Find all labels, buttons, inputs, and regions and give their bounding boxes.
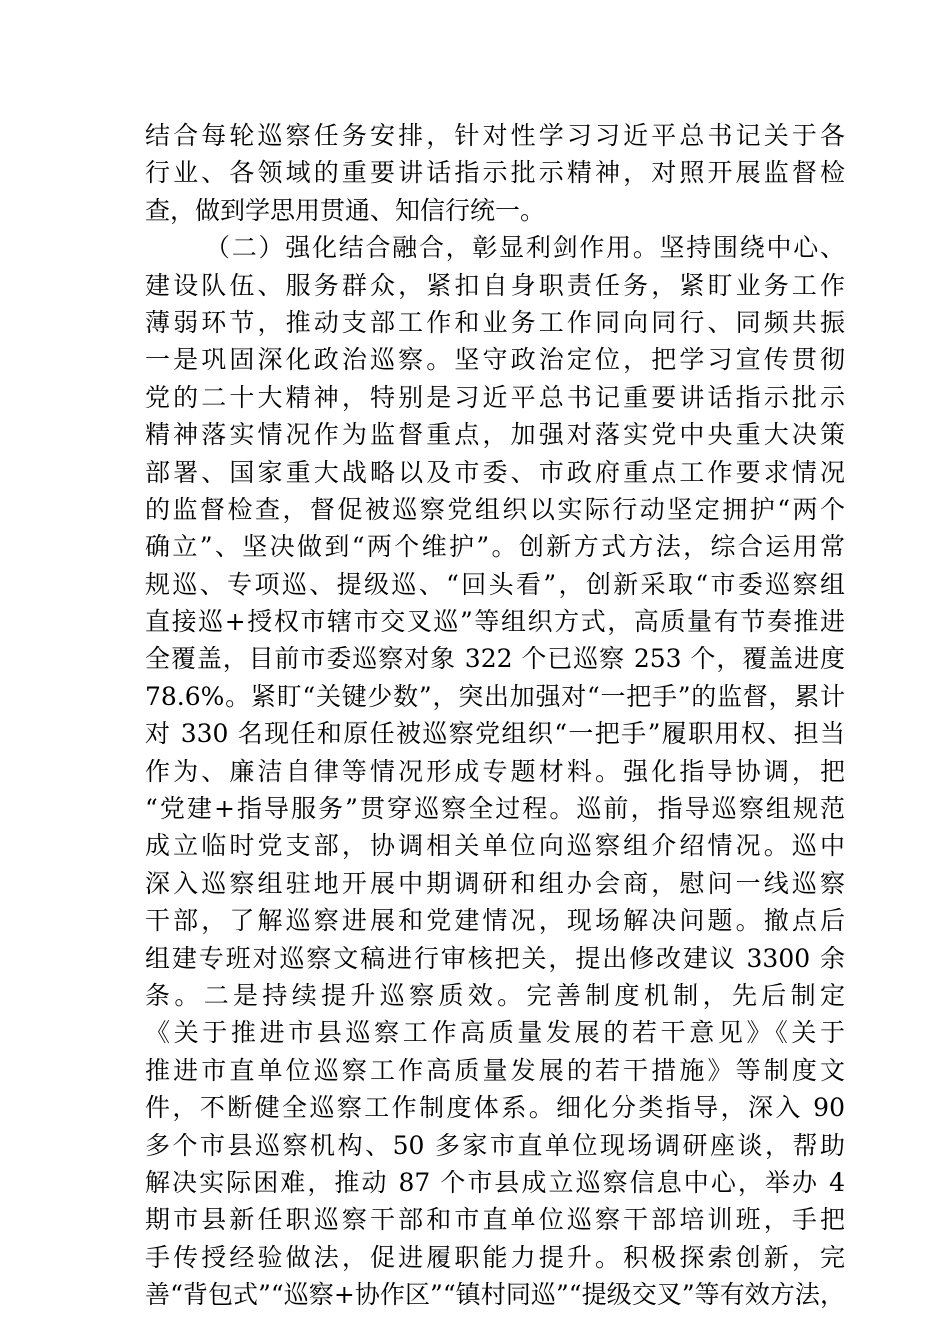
text-line: “党建+指导服务”贯穿巡察全过程。巡前，指导巡察组规范 <box>145 794 845 824</box>
text-line: 期市县新任职巡察干部和市直单位巡察干部培训班，手把 <box>145 1205 845 1235</box>
text-line: 的监督检查，督促被巡察党组织以实际行动坚定拥护“两个 <box>145 494 845 524</box>
text-line: 结合每轮巡察任务安排，针对性学习习近平总书记关于各 <box>145 121 845 150</box>
body-text <box>145 117 845 1314</box>
text-line: 条。二是持续提升巡察质效。完善制度机制，先后制定 <box>145 980 845 1010</box>
text-line: 一是巩固深化政治巡察。坚守政治定位，把学习宣传贯彻 <box>145 345 845 375</box>
text-line: 全覆盖，目前市委巡察对象 322 个已巡察 253 个，覆盖进度 <box>145 644 845 674</box>
text-line: 建设队伍、服务群众，紧扣自身职责任务，紧盯业务工作 <box>145 270 845 300</box>
text-line: 组建专班对巡察文稿进行审核把关，提出修改建议 3300 余 <box>145 943 845 973</box>
text-line: 《关于推进市县巡察工作高质量发展的若干意见》《关于 <box>145 1018 845 1048</box>
text-line: 部署、国家重大战略以及市委、市政府重点工作要求情况 <box>145 457 845 487</box>
text-line: 作为、廉洁自律等情况形成专题材料。强化指导协调，把 <box>145 756 845 786</box>
text-line: 78.6%。紧盯“关键少数”，突出加强对“一把手”的监督，累计 <box>145 681 845 711</box>
text-line: 精神落实情况作为监督重点，加强对落实党中央重大决策 <box>145 420 845 450</box>
text-line: 薄弱环节，推动支部工作和业务工作同向同行、同频共振 <box>145 307 845 337</box>
text-line: 手传授经验做法，促进履职能力提升。积极探索创新，完 <box>145 1242 845 1272</box>
text-line: 成立临时党支部，协调相关单位向巡察组介绍情况。巡中 <box>145 831 845 861</box>
section-heading-line: （二）强化结合融合，彰显利剑作用。坚持围绕中心、 <box>205 233 845 263</box>
text-line: 善“背包式”“巡察+协作区”“镇村同巡”“提级交叉”等有效方法， <box>145 1280 845 1310</box>
text-line: 查，做到学思用贯通、知信行统一。 <box>145 195 546 225</box>
text-line: 干部，了解巡察进展和党建情况，现场解决问题。撤点后 <box>145 906 845 936</box>
text-line: 推进市直单位巡察工作高质量发展的若干措施》等制度文 <box>145 1055 845 1085</box>
text-line: 行业、各领域的重要讲话指示批示精神，对照开展监督检 <box>145 158 845 188</box>
text-line: 直接巡+授权市辖市交叉巡”等组织方式，高质量有节奏推进 <box>145 607 845 637</box>
text-line: 解决实际困难，推动 87 个市县成立巡察信息中心，举办 4 <box>145 1167 845 1197</box>
text-line: 党的二十大精神，特别是习近平总书记重要讲话指示批示 <box>145 382 845 412</box>
text-line: 对 330 名现任和原任被巡察党组织“一把手”履职用权、担当 <box>145 719 845 749</box>
text-line: 规巡、专项巡、提级巡、“回头看”，创新采取“市委巡察组 <box>145 569 845 599</box>
text-line: 多个市县巡察机构、50 多家市直单位现场调研座谈，帮助 <box>145 1130 845 1160</box>
text-line: 确立”、坚决做到“两个维护”。创新方式方法，综合运用常 <box>145 532 845 562</box>
text-line: 深入巡察组驻地开展中期调研和组办会商，慰问一线巡察 <box>145 868 845 898</box>
text-line: 件，不断健全巡察工作制度体系。细化分类指导，深入 90 <box>145 1093 845 1123</box>
